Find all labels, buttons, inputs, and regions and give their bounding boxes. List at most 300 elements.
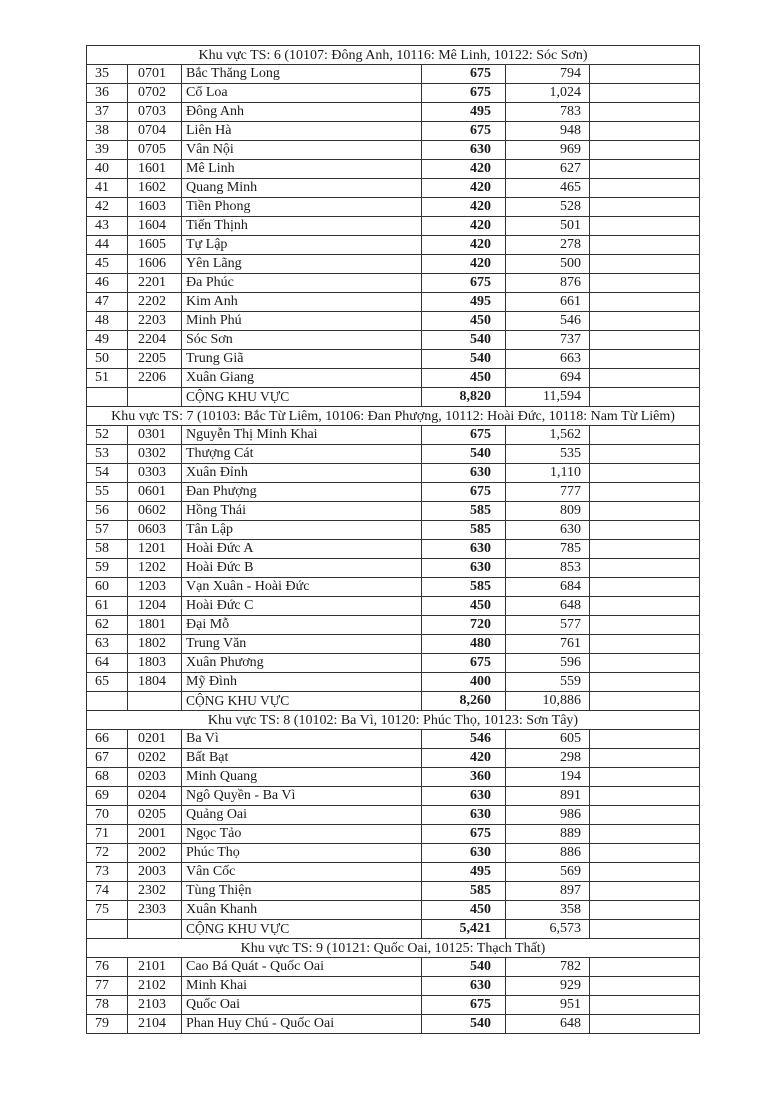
empty-cell [590, 483, 700, 502]
registered-value: 501 [506, 217, 590, 236]
table-row [87, 236, 700, 255]
registered-value: 684 [506, 578, 590, 597]
row-number: 73 [87, 863, 128, 882]
empty-cell [590, 426, 700, 445]
quota-value: 495 [422, 863, 506, 882]
school-code: 2001 [128, 825, 182, 844]
row-number: 48 [87, 312, 128, 331]
registered-value: 876 [506, 274, 590, 293]
table-row [87, 293, 700, 312]
table-row [87, 350, 700, 369]
table-body [87, 46, 700, 1034]
registered-value: 891 [506, 787, 590, 806]
row-number: 57 [87, 521, 128, 540]
row-number: 75 [87, 901, 128, 920]
registered-value: 358 [506, 901, 590, 920]
quota-value: 400 [422, 673, 506, 692]
table-row [87, 616, 700, 635]
table-row [87, 996, 700, 1015]
school-name: Vạn Xuân - Hoài Đức [182, 578, 422, 597]
quota-value: 540 [422, 445, 506, 464]
empty-cell [590, 331, 700, 350]
school-code: 0705 [128, 141, 182, 160]
registered-value: 782 [506, 958, 590, 977]
school-code: 2205 [128, 350, 182, 369]
table-row [87, 445, 700, 464]
school-name: Vân Nội [182, 141, 422, 160]
row-number: 47 [87, 293, 128, 312]
total-quota: 8,820 [422, 388, 506, 407]
school-name: Ngô Quyền - Ba Vì [182, 787, 422, 806]
empty-cell [590, 901, 700, 920]
empty-cell [590, 350, 700, 369]
school-code: 1204 [128, 597, 182, 616]
total-quota: 8,260 [422, 692, 506, 711]
row-number: 44 [87, 236, 128, 255]
row-number: 45 [87, 255, 128, 274]
quota-value: 480 [422, 635, 506, 654]
table-row [87, 179, 700, 198]
registered-value: 559 [506, 673, 590, 692]
school-name: Hồng Thái [182, 502, 422, 521]
table-row [87, 464, 700, 483]
quota-value: 675 [422, 996, 506, 1015]
table-row [87, 217, 700, 236]
registered-value: 986 [506, 806, 590, 825]
empty-cell [590, 635, 700, 654]
registered-value: 648 [506, 597, 590, 616]
quota-value: 420 [422, 236, 506, 255]
empty-cell [590, 217, 700, 236]
row-number: 37 [87, 103, 128, 122]
empty-cell [590, 464, 700, 483]
empty-cell [590, 369, 700, 388]
quota-value: 495 [422, 103, 506, 122]
school-name: Trung Giã [182, 350, 422, 369]
empty-cell [87, 692, 128, 711]
area-header-row [87, 711, 700, 730]
table-row [87, 274, 700, 293]
quota-value: 495 [422, 293, 506, 312]
empty-cell [590, 141, 700, 160]
school-name: Phan Huy Chú - Quốc Oai [182, 1015, 422, 1034]
school-code: 1604 [128, 217, 182, 236]
school-code: 1602 [128, 179, 182, 198]
row-number: 56 [87, 502, 128, 521]
quota-value: 630 [422, 141, 506, 160]
school-name: Vân Cốc [182, 863, 422, 882]
empty-cell [590, 616, 700, 635]
school-code: 2303 [128, 901, 182, 920]
registered-value: 627 [506, 160, 590, 179]
row-number: 74 [87, 882, 128, 901]
school-code: 0702 [128, 84, 182, 103]
registered-value: 500 [506, 255, 590, 274]
empty-cell [590, 996, 700, 1015]
area-title: Khu vực TS: 6 (10107: Đông Anh, 10116: Mê Linh, 10122: Sóc Sơn) [87, 46, 700, 65]
table-row [87, 977, 700, 996]
registered-value: 785 [506, 540, 590, 559]
empty-cell [590, 844, 700, 863]
school-name: Bất Bạt [182, 749, 422, 768]
area-title: Khu vực TS: 7 (10103: Bắc Từ Liêm, 10106: Đan Phượng, 10112: Hoài Đức, 10118: Nam Từ Liêm) [87, 407, 700, 426]
table-row [87, 578, 700, 597]
registered-value: 889 [506, 825, 590, 844]
registered-value: 596 [506, 654, 590, 673]
registered-value: 761 [506, 635, 590, 654]
quota-value: 630 [422, 844, 506, 863]
quota-value: 630 [422, 977, 506, 996]
quota-value: 585 [422, 578, 506, 597]
area-header-row [87, 46, 700, 65]
school-name: Tùng Thiện [182, 882, 422, 901]
registered-value: 853 [506, 559, 590, 578]
school-code: 0701 [128, 65, 182, 84]
empty-cell [590, 958, 700, 977]
row-number: 65 [87, 673, 128, 692]
row-number: 76 [87, 958, 128, 977]
row-number: 69 [87, 787, 128, 806]
area-total-row [87, 388, 700, 407]
school-code: 0303 [128, 464, 182, 483]
empty-cell [590, 654, 700, 673]
quota-value: 585 [422, 521, 506, 540]
school-name: Nguyễn Thị Minh Khai [182, 426, 422, 445]
empty-cell [590, 502, 700, 521]
registered-value: 630 [506, 521, 590, 540]
school-code: 1203 [128, 578, 182, 597]
school-code: 2104 [128, 1015, 182, 1034]
table-row [87, 787, 700, 806]
empty-cell [590, 768, 700, 787]
school-name: Xuân Đỉnh [182, 464, 422, 483]
empty-cell [590, 920, 700, 939]
table-row [87, 141, 700, 160]
quota-value: 420 [422, 198, 506, 217]
registered-value: 1,110 [506, 464, 590, 483]
empty-cell [590, 730, 700, 749]
school-code: 2003 [128, 863, 182, 882]
quota-value: 540 [422, 350, 506, 369]
empty-cell [590, 1015, 700, 1034]
school-code: 2302 [128, 882, 182, 901]
total-quota: 5,421 [422, 920, 506, 939]
school-name: Đa Phúc [182, 274, 422, 293]
empty-cell [590, 293, 700, 312]
school-code: 2203 [128, 312, 182, 331]
school-name: Tân Lập [182, 521, 422, 540]
school-code: 0301 [128, 426, 182, 445]
quota-value: 540 [422, 331, 506, 350]
empty-cell [590, 806, 700, 825]
empty-cell [590, 882, 700, 901]
empty-cell [128, 692, 182, 711]
school-name: Tiến Thịnh [182, 217, 422, 236]
empty-cell [590, 825, 700, 844]
school-code: 0601 [128, 483, 182, 502]
total-label: CỘNG KHU VỰC [182, 388, 422, 407]
registered-value: 737 [506, 331, 590, 350]
school-code: 1804 [128, 673, 182, 692]
quota-value: 585 [422, 502, 506, 521]
school-code: 2201 [128, 274, 182, 293]
school-code: 0203 [128, 768, 182, 787]
row-number: 50 [87, 350, 128, 369]
school-name: Minh Phú [182, 312, 422, 331]
school-code: 2206 [128, 369, 182, 388]
empty-cell [590, 179, 700, 198]
school-code: 2101 [128, 958, 182, 977]
registered-value: 951 [506, 996, 590, 1015]
school-code: 2202 [128, 293, 182, 312]
quota-value: 630 [422, 806, 506, 825]
total-registered: 6,573 [506, 920, 590, 939]
row-number: 78 [87, 996, 128, 1015]
school-code: 1606 [128, 255, 182, 274]
quota-value: 450 [422, 312, 506, 331]
registered-value: 929 [506, 977, 590, 996]
school-name: Yên Lãng [182, 255, 422, 274]
registered-value: 694 [506, 369, 590, 388]
quota-value: 420 [422, 255, 506, 274]
quota-value: 420 [422, 749, 506, 768]
quota-value: 675 [422, 65, 506, 84]
school-name: Bắc Thăng Long [182, 65, 422, 84]
table-row [87, 160, 700, 179]
row-number: 60 [87, 578, 128, 597]
quota-value: 450 [422, 369, 506, 388]
school-code: 0603 [128, 521, 182, 540]
registered-value: 278 [506, 236, 590, 255]
school-name: Quang Minh [182, 179, 422, 198]
registered-value: 535 [506, 445, 590, 464]
empty-cell [590, 559, 700, 578]
school-code: 1801 [128, 616, 182, 635]
area-total-row [87, 920, 700, 939]
empty-cell [87, 920, 128, 939]
quota-value: 630 [422, 540, 506, 559]
school-code: 0602 [128, 502, 182, 521]
school-code: 1202 [128, 559, 182, 578]
empty-cell [590, 749, 700, 768]
quota-value: 630 [422, 559, 506, 578]
quota-value: 675 [422, 122, 506, 141]
school-code: 1601 [128, 160, 182, 179]
registered-value: 809 [506, 502, 590, 521]
school-name: Hoài Đức B [182, 559, 422, 578]
school-name: Kim Anh [182, 293, 422, 312]
school-name: Đại Mỗ [182, 616, 422, 635]
table-row [87, 1015, 700, 1034]
school-code: 0205 [128, 806, 182, 825]
school-code: 2102 [128, 977, 182, 996]
area-title: Khu vực TS: 9 (10121: Quốc Oai, 10125: Thạch Thất) [87, 939, 700, 958]
registered-value: 663 [506, 350, 590, 369]
table-row [87, 559, 700, 578]
table-row [87, 825, 700, 844]
row-number: 54 [87, 464, 128, 483]
table-row [87, 730, 700, 749]
empty-cell [590, 977, 700, 996]
registered-value: 1,024 [506, 84, 590, 103]
registered-value: 897 [506, 882, 590, 901]
row-number: 58 [87, 540, 128, 559]
row-number: 70 [87, 806, 128, 825]
registered-value: 465 [506, 179, 590, 198]
quota-value: 420 [422, 160, 506, 179]
empty-cell [590, 445, 700, 464]
empty-cell [590, 521, 700, 540]
quota-value: 585 [422, 882, 506, 901]
row-number: 67 [87, 749, 128, 768]
school-name: Hoài Đức C [182, 597, 422, 616]
school-name: Đan Phượng [182, 483, 422, 502]
table-row [87, 844, 700, 863]
quota-value: 540 [422, 958, 506, 977]
quota-value: 675 [422, 274, 506, 293]
registered-value: 1,562 [506, 426, 590, 445]
school-name: Xuân Phương [182, 654, 422, 673]
area-header-row [87, 939, 700, 958]
registered-value: 546 [506, 312, 590, 331]
row-number: 49 [87, 331, 128, 350]
school-code: 1603 [128, 198, 182, 217]
empty-cell [128, 388, 182, 407]
table-row [87, 521, 700, 540]
quota-value: 630 [422, 787, 506, 806]
registered-value: 886 [506, 844, 590, 863]
row-number: 41 [87, 179, 128, 198]
total-registered: 10,886 [506, 692, 590, 711]
table-row [87, 103, 700, 122]
school-name: Minh Khai [182, 977, 422, 996]
school-name: Tiền Phong [182, 198, 422, 217]
school-code: 0202 [128, 749, 182, 768]
table-row [87, 198, 700, 217]
empty-cell [590, 540, 700, 559]
row-number: 38 [87, 122, 128, 141]
school-name: Xuân Khanh [182, 901, 422, 920]
table-row [87, 863, 700, 882]
empty-cell [590, 597, 700, 616]
table-row [87, 483, 700, 502]
registered-value: 298 [506, 749, 590, 768]
school-name: Quảng Oai [182, 806, 422, 825]
table-row [87, 312, 700, 331]
row-number: 52 [87, 426, 128, 445]
quota-value: 360 [422, 768, 506, 787]
school-code: 2103 [128, 996, 182, 1015]
table-row [87, 749, 700, 768]
registered-value: 605 [506, 730, 590, 749]
school-name: Sóc Sơn [182, 331, 422, 350]
school-code: 1802 [128, 635, 182, 654]
area-total-row [87, 692, 700, 711]
table-row [87, 635, 700, 654]
school-name: Tự Lập [182, 236, 422, 255]
row-number: 36 [87, 84, 128, 103]
total-registered: 11,594 [506, 388, 590, 407]
row-number: 71 [87, 825, 128, 844]
empty-cell [590, 312, 700, 331]
registered-value: 528 [506, 198, 590, 217]
school-code: 0204 [128, 787, 182, 806]
empty-cell [590, 578, 700, 597]
school-code: 0704 [128, 122, 182, 141]
empty-cell [590, 236, 700, 255]
table-row [87, 654, 700, 673]
empty-cell [590, 673, 700, 692]
empty-cell [590, 388, 700, 407]
quota-value: 420 [422, 217, 506, 236]
row-number: 46 [87, 274, 128, 293]
empty-cell [590, 122, 700, 141]
quota-value: 546 [422, 730, 506, 749]
row-number: 79 [87, 1015, 128, 1034]
quota-value: 675 [422, 483, 506, 502]
row-number: 61 [87, 597, 128, 616]
registered-value: 194 [506, 768, 590, 787]
total-label: CỘNG KHU VỰC [182, 692, 422, 711]
school-code: 1605 [128, 236, 182, 255]
row-number: 40 [87, 160, 128, 179]
school-name: Ngọc Tảo [182, 825, 422, 844]
quota-value: 420 [422, 179, 506, 198]
school-name: Mê Linh [182, 160, 422, 179]
school-code: 2002 [128, 844, 182, 863]
school-name: Quốc Oai [182, 996, 422, 1015]
registered-value: 969 [506, 141, 590, 160]
registered-value: 648 [506, 1015, 590, 1034]
table-row [87, 540, 700, 559]
school-code: 1201 [128, 540, 182, 559]
school-code: 0703 [128, 103, 182, 122]
admission-quota-document [86, 45, 699, 1034]
quota-value: 675 [422, 825, 506, 844]
quota-value: 720 [422, 616, 506, 635]
table-row [87, 597, 700, 616]
school-name: Cổ Loa [182, 84, 422, 103]
school-name: Thượng Cát [182, 445, 422, 464]
quota-value: 630 [422, 464, 506, 483]
row-number: 68 [87, 768, 128, 787]
area-header-row [87, 407, 700, 426]
total-label: CỘNG KHU VỰC [182, 920, 422, 939]
quota-value: 450 [422, 597, 506, 616]
table-row [87, 901, 700, 920]
school-name: Liên Hà [182, 122, 422, 141]
row-number: 64 [87, 654, 128, 673]
registered-value: 794 [506, 65, 590, 84]
table-row [87, 65, 700, 84]
school-name: Xuân Giang [182, 369, 422, 388]
quota-value: 675 [422, 654, 506, 673]
empty-cell [590, 84, 700, 103]
row-number: 77 [87, 977, 128, 996]
table-row [87, 331, 700, 350]
empty-cell [128, 920, 182, 939]
school-code: 0302 [128, 445, 182, 464]
school-code: 0201 [128, 730, 182, 749]
table-row [87, 84, 700, 103]
row-number: 63 [87, 635, 128, 654]
empty-cell [590, 692, 700, 711]
school-code: 2204 [128, 331, 182, 350]
row-number: 53 [87, 445, 128, 464]
row-number: 35 [87, 65, 128, 84]
school-name: Trung Văn [182, 635, 422, 654]
school-code: 1803 [128, 654, 182, 673]
